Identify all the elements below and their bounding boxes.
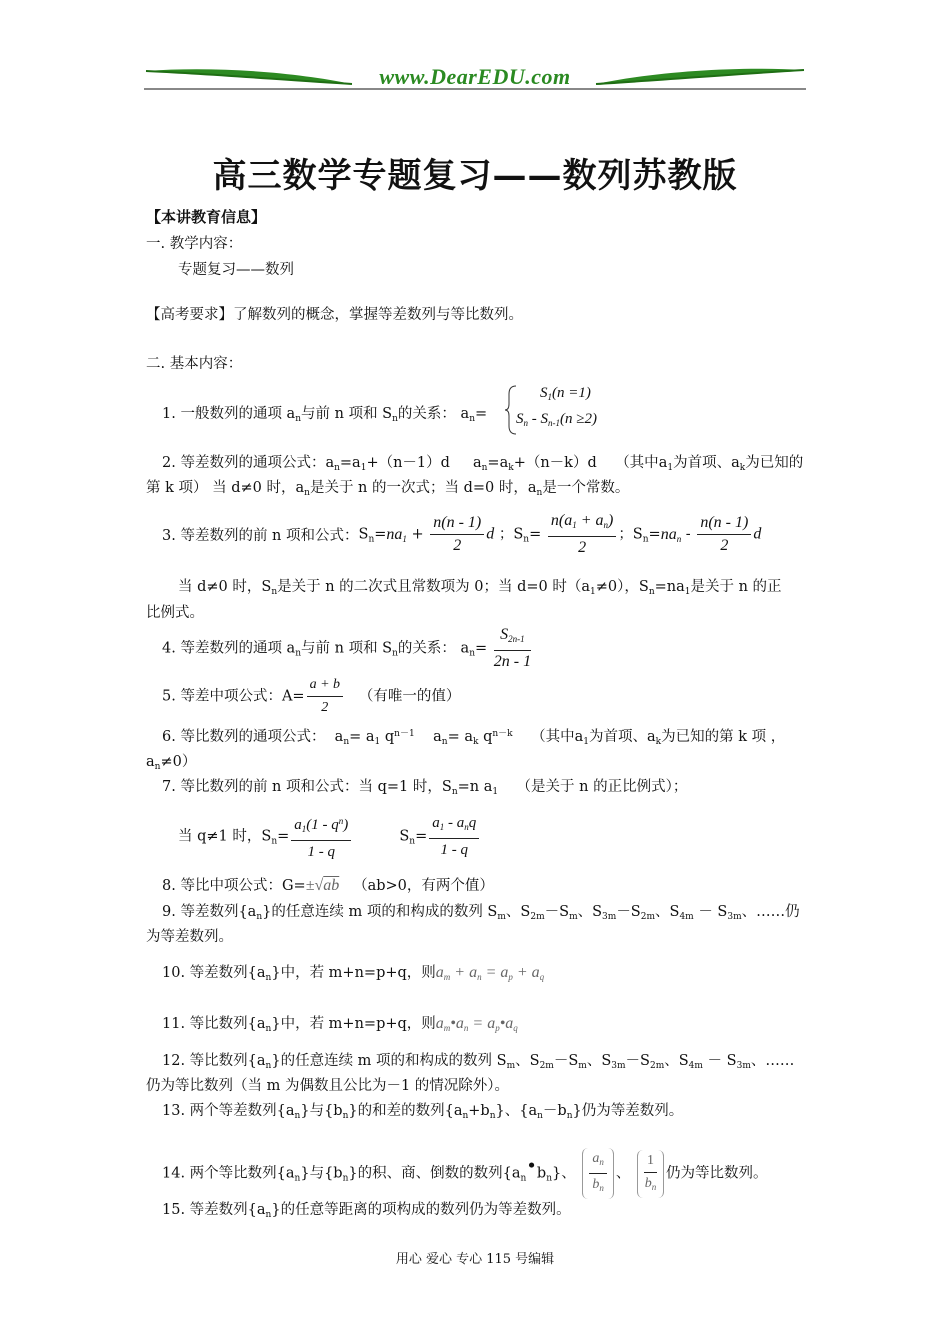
item-7: 7. 等比数列的前 n 项和公式：当 q=1 时，$S_n=n$ $a_1$ （是关于 n 的正比例式）； [162,779,688,797]
item-13: 13. 两个等差数列$\{a_n\}$与$\{b_n\}$的和差的数列$\{a_n+b_n\}$、$\{a_n-b_n\}$仍为等差数列。 [162,1103,684,1121]
item-4: 4. 等差数列的通项 $a_n$与前 n 项和 $S_n$的关系： $a_n=$ $\frac{S_{2n-1}}{2n - 1}$ [162,626,532,670]
item-9: 9. 等差数列$\{a_n\}$的任意连续 m 项的和构成的数列 $S_m$、$S_{2m}-S_m$、$S_{3m}-S_{2m}$、$S_{4m} - S_{3m}$、……仍 [162,904,800,922]
item-3-text: 3. 等差数列的前 n 项和公式： [162,528,359,544]
item-2-cont: 第 k 项） 当 d≠0 时，$a_n$是关于 n 的一次式；当 d=0 时，$a_n$是一个常数。 [146,480,630,498]
item-1-text-c: 的关系： [397,406,456,422]
requirement [146,303,523,324]
brace-icon [504,384,518,436]
item-2: 2. 等差数列的通项公式：$a_n=a_1+(n-1)d$ $a_n=a_k+(n-k)d$ （其中$a_1$为首项、$a_k$为已知的 [162,455,804,473]
page-title: 高三数学专题复习——数列苏教版 [212,156,738,196]
requirement-tag: 【高考要求】 [146,307,233,323]
item-3: 3. 等差数列的前 n 项和公式：$S_n=na_1$ + $\frac{n(n - 1)}{2}$ d ；$S_n=$ $\frac{n(a_1 + a_n)}{2}$ ；$S_n=na_n$ - $\frac{n(n - 1)}{2}$ d [162,512,762,556]
basic-label: 二. 基本内容： [146,356,243,372]
item-10: 10. 等差数列$\{a_n\}$中，若 m+n=p+q，则$a_m + a_n = a_p + a_q$ [162,964,545,983]
item-12-cont: 仍为等比数列（当 m 为偶数且公比为－1 的情况除外）。 [146,1078,510,1094]
item-3-note-cont: 比例式。 [146,605,204,621]
item-14: 14. 两个等比数列$\{a_n\}$与$\{b_n\}$的积、商、倒数的数列$\{a_n•b_n\}$、 $\frac{a_n}{b_n}$ 、 $\frac{1}{b_n}$ 仍为等比数列。 [162,1148,767,1199]
item-8: 8. 等比中项公式：G=±√ab （ab>0，有两个值） [162,877,494,894]
item-1-text-b: 与前 n 项和 [301,406,378,422]
item-2-text: 2. 等差数列的通项公式： [162,455,326,471]
teach-content: 专题复习——数列 [178,262,294,278]
item-6: 6. 等比数列的通项公式： $a_n= a_1$ $q^{n-1}$ $a_n= a_k$ $q^{n-k}$ （其中$a_1$为首项、$a_k$为已知的第 k 项 ， [162,729,786,747]
item-11: 11. 等比数列$\{a_n\}$中，若 m+n=p+q，则$a_m•a_n$ = $a_p•a_q$ [162,1015,518,1034]
piecewise-formula: $S_1(n =1)$ $S_n - S_{n-1}(n \ge 2)$ [504,384,644,436]
item-1-text: 1. 一般数列的通项 [162,406,282,422]
section-tag: 【本讲教育信息】 [146,208,267,226]
item-15: 15. 等差数列$\{a_n\}$的任意等距离的项构成的数列仍为等差数列。 [162,1202,571,1220]
item-12: 12. 等比数列$\{a_n\}$的任意连续 m 项的和构成的数列 $S_m$、$S_{2m}-S_m$、$S_{3m}-S_{2m}$、$S_{4m} - S_{3m}$、…… [162,1053,795,1071]
teach-label: 一. 教学内容： [146,236,243,252]
item-7-formula: 当 q≠1 时，$S_n=$ $\frac{a_1(1 - q^n)}{1 - q}$ $S_n=$ $\frac{a_1 - a_nq}{1 - q}$ [178,810,481,863]
page-footer: 用心 爱心 专心 115 号编辑 [395,1252,555,1267]
site-logo-text: www.DearEDU.com [379,64,571,89]
header-banner [144,62,806,92]
item-1: 1. 一般数列的通项 $a_n$与前 n 项和 $S_n$的关系： $a_n=$ [162,406,488,424]
item-3-note: 当 d≠0 时，$S_n$是关于 n 的二次式且常数项为 0；当 d=0 时$(a_1\ne 0)$，$S_n=na_1$是关于 n 的正 [178,579,782,597]
item-6-cont: $a_n\ne 0$） [146,754,197,772]
requirement-text: 了解数列的概念，掌握等差数列与等比数列。 [233,307,523,323]
item-9-cont: 为等差数列。 [146,929,233,945]
item-5: 5. 等差中项公式：A= $\frac{a + b}{2}$ （有唯一的值） [162,674,460,719]
